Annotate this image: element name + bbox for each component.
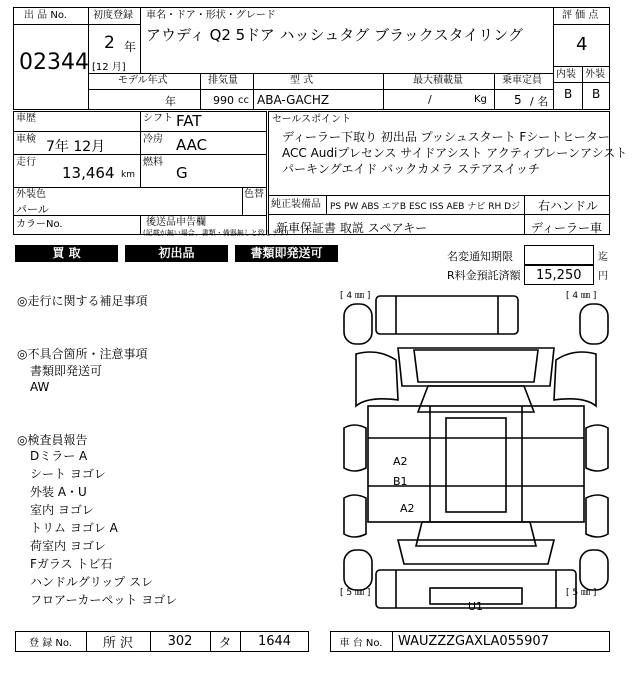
type-value: ABA-GACHZ (257, 93, 330, 107)
inspector-title: ◎検査員報告 (17, 433, 88, 447)
defect-line-2: AW (30, 380, 50, 394)
recycle-unit: 円 (598, 271, 608, 282)
inspection-value: 7年 12月 (46, 139, 106, 155)
sales-line-2: ACC Audiプレセンス サイドアシスト アクティブレーンアシスト (282, 146, 628, 160)
inspector-line-3: 外装 A・U (30, 485, 87, 499)
sales-label: セールスポイント (272, 114, 352, 125)
history-label: 車歴 (16, 113, 36, 124)
badge-purchase: 買 取 (15, 245, 118, 262)
warranty-value: 新車保証書 取説 スペアキー (276, 221, 428, 235)
damage-mark-u1: U1 (468, 600, 484, 613)
first-reg-label: 初度登録 (93, 10, 133, 21)
eval-label: 評 価 点 (562, 10, 599, 21)
badge-first-listing: 初出品 (125, 245, 228, 262)
inspector-line-2: シート ヨゴレ (30, 467, 106, 481)
ext-color-label: 外装色 (16, 189, 46, 200)
sales-line-1: ディーラー下取り 初出品 プッシュスタート Fシートヒーター (282, 130, 610, 144)
damage-mark-b1: B1 (393, 475, 408, 488)
reg-label: 登 録 No. (29, 638, 72, 649)
tire-depth-front-left: [ 4 ㎜ ] (340, 291, 371, 301)
chassis-label: 車 台 No. (339, 638, 383, 649)
reg-area: 所 沢 (102, 636, 134, 651)
inspector-line-7: Fガラス トビ石 (30, 557, 113, 571)
inspector-line-8: ハンドルグリップ スレ (30, 575, 154, 589)
capacity-unit: / 名 (530, 95, 549, 108)
mileage-label: 走行 (16, 157, 36, 168)
lot-label: 出 品 No. (24, 10, 67, 21)
inspector-line-4: 室内 ヨゴレ (30, 503, 94, 517)
max-load-sep: / (428, 93, 432, 106)
ext-color-value: パール (16, 203, 49, 216)
recycle-label: R料金預託済額 (447, 269, 521, 282)
fuel-value: G (176, 164, 188, 182)
sales-line-3: パーキングエイド バックカメラ ステアスイッチ (282, 162, 540, 176)
car-name-label: 車名・ドア・形状・グレード (146, 10, 276, 21)
eval-score: 4 (576, 34, 588, 55)
post-items-note: (記載が無い場合、書類・備器無しと致します) (143, 229, 289, 237)
model-year-unit: 年 (165, 95, 176, 108)
capacity-label: 乗車定員 (502, 75, 542, 86)
inspector-line-1: Dミラー A (30, 449, 88, 463)
displacement-label: 排気量 (208, 75, 238, 86)
fuel-label: 燃料 (143, 157, 163, 168)
max-load-label: 最大積載量 (413, 75, 463, 86)
capacity-value: 5 (514, 93, 522, 107)
reg-num: 1644 (257, 634, 292, 649)
first-reg-year-unit: 年 (124, 40, 137, 54)
displacement-unit: cc (238, 95, 249, 106)
inspector-line-5: トリム ヨゴレ A (30, 521, 118, 535)
interior-label: 内装 (556, 69, 576, 80)
name-change-box (524, 245, 594, 265)
shift-label: シフト (143, 113, 173, 124)
displacement-value: 990 (213, 94, 234, 107)
handle-value: 右ハンドル (538, 199, 599, 213)
car-name: アウディ Q2 5ドア ハッシュタグ ブラックスタイリング (146, 26, 523, 44)
max-load-unit: Kg (474, 94, 487, 105)
tire-depth-rear-right: [ 5 ㎜ ] (566, 588, 597, 598)
first-reg-year: 2 (104, 33, 115, 53)
lot-number: 02344 (19, 50, 89, 75)
car-damage-diagram (338, 288, 614, 620)
tire-depth-rear-left: [ 5 ㎜ ] (340, 588, 371, 598)
inspector-line-9: フロアーカーペット ヨゴレ (30, 593, 178, 607)
tire-depth-front-right: [ 4 ㎜ ] (566, 291, 597, 301)
model-year-label: モデル年式 (118, 75, 168, 86)
inspector-line-6: 荷室内 ヨゴレ (30, 539, 106, 553)
ac-value: AAC (176, 136, 208, 154)
damage-mark-a2-side: A2 (400, 502, 415, 515)
defect-line-1: 書類即発送可 (30, 364, 103, 378)
ac-label: 冷房 (143, 134, 163, 145)
post-items-label: 後送品申告欄 (146, 217, 206, 228)
name-change-label: 名変通知期限 (447, 250, 513, 263)
reg-kana: タ (218, 636, 232, 651)
defect-title: ◎不具合箇所・注意事項 (17, 347, 148, 361)
exterior-grade: B (592, 87, 601, 101)
reg-class: 302 (167, 634, 193, 649)
name-change-unit: 迄 (598, 252, 608, 263)
badge-docs-ready: 書類即発送可 (235, 245, 338, 262)
color-change-label: 色替 (244, 189, 264, 200)
color-no-label: カラーNo. (16, 219, 63, 230)
dealer-value: ディーラー車 (531, 221, 603, 235)
damage-mark-a2-top: A2 (393, 455, 408, 468)
exterior-label: 外装 (585, 69, 605, 80)
recycle-value: 15,250 (536, 268, 582, 283)
mileage-value: 13,464 (62, 164, 115, 182)
type-label: 型 式 (290, 75, 314, 86)
interior-grade: B (564, 87, 573, 101)
equip-value: PS PW ABS エアB ESC ISS AEB ナビ RH Dジ (330, 202, 521, 212)
equip-label: 純正装備品 (271, 199, 321, 210)
driving-notes-title: ◎走行に関する補足事項 (17, 294, 148, 308)
first-reg-month: [12 月] (92, 62, 126, 73)
mileage-unit: km (121, 170, 135, 180)
inspection-label: 車検 (16, 134, 36, 145)
shift-value: FAT (176, 112, 202, 130)
chassis-value: WAUZZZGAXLA055907 (398, 634, 549, 649)
